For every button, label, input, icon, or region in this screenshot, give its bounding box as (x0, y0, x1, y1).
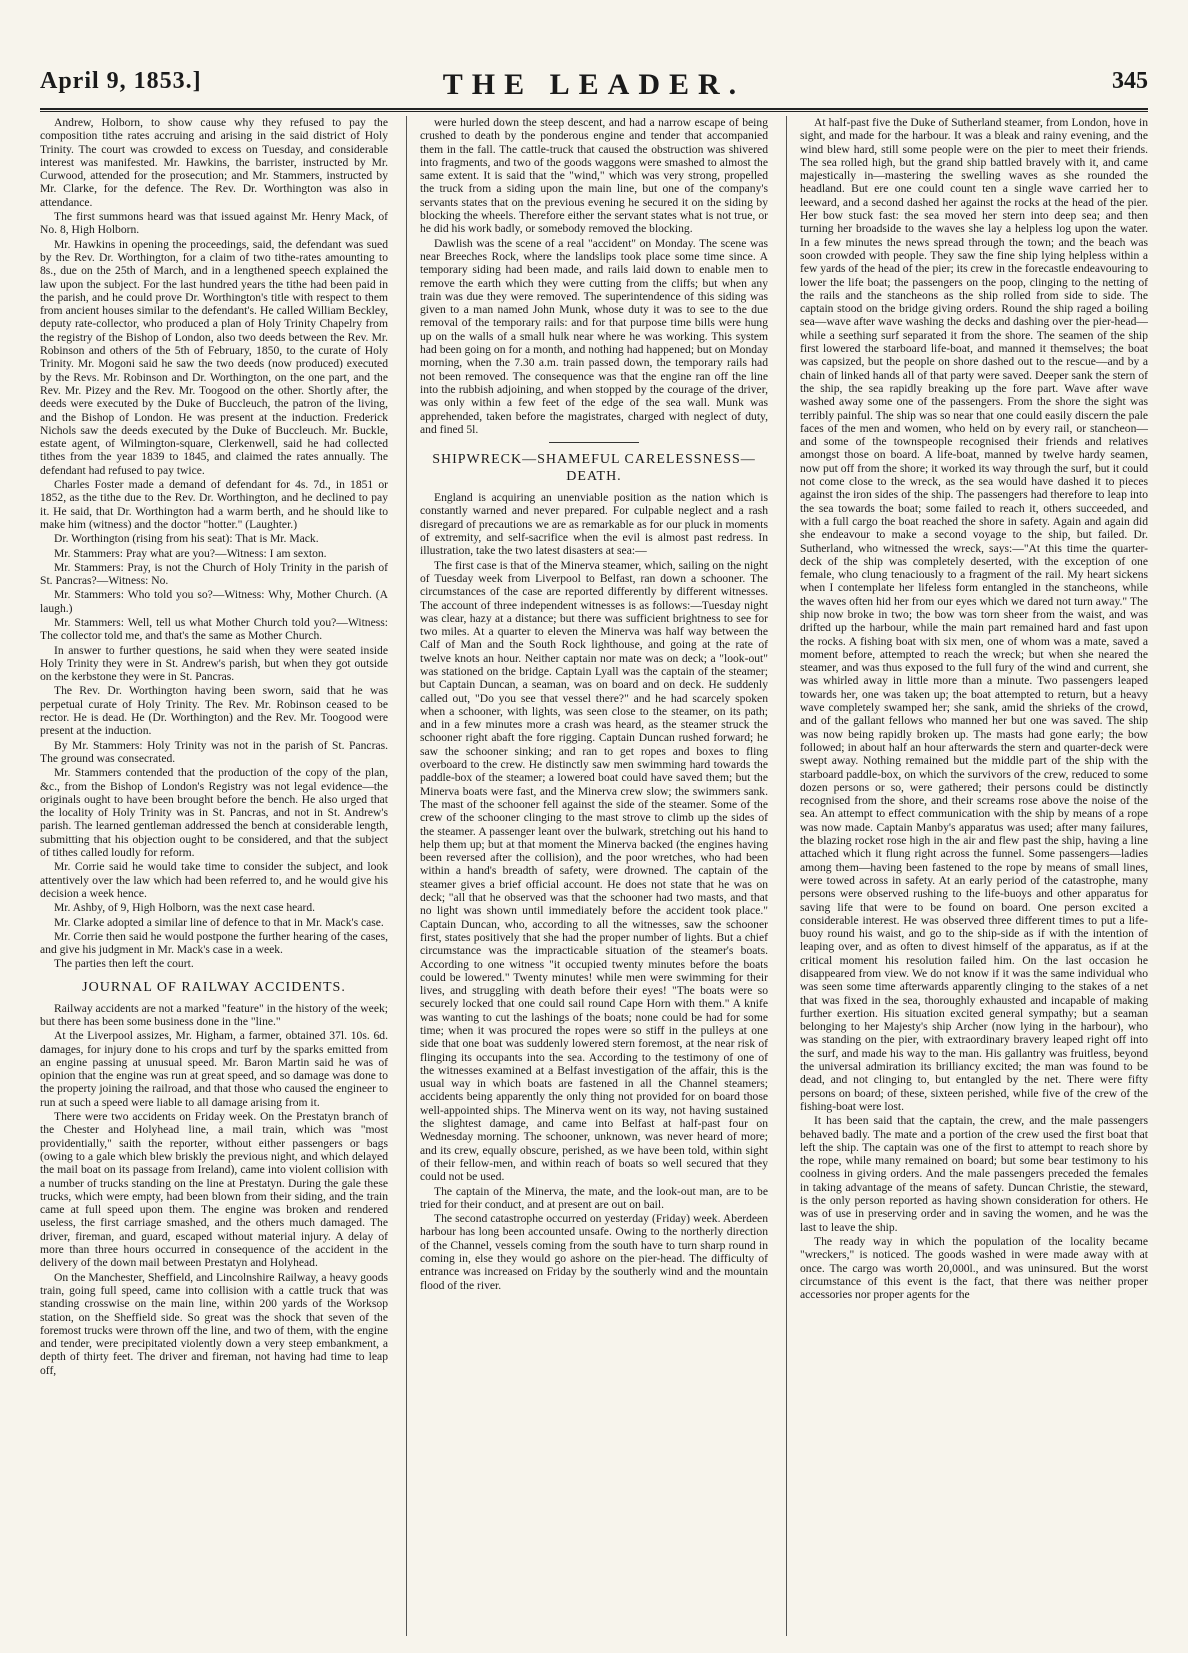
paragraph: The first case is that of the Minerva steamer, which, sailing on the night of Tuesday week from Liverpool to Belfast, ran down a schooner. The circumstances of the case are reported differently by different witnesses. The account of three independent witnesses is as follows:—Tuesday night was clear, hazy at a distance; but there was sufficient brightness to see for two miles. At a quarter to eleven the Minerva was half way between the Calf of Man and the South Rock lighthouse, and going at the rate of twelve knots an hour. Neither captain nor mate was on deck; a "look-out" was stationed on the bridge. Captain Lyall was the captain of the steamer; but Captain Duncan, a seaman, was on board and on deck. He suddenly called out, "Do you see that vessel there?" and he had scarcely spoken when a schooner, with lights, was seen close to the steamer, on its path; and in a few minutes more a crash was heard, as the steamer struck the schooner right abaft the fore rigging. Captain Duncan rushed forward; he saw the schooner sinking; and ran to get ropes and boxes to fling overboard to the crew. He distinctly saw men swimming hard towards the paddle-box of the steamer; a lowered boat could have saved them; but the Minerva boats were fast, and the Minerva crew slow; the swimmers sank. The mast of the schooner fell against the side of the steamer. Some of the crew of the schooner clinging to the mast strove to climb up the sides of the steamer. A passenger leant over the bulwark, stretching out his hand to help them up; but at that moment the Minerva backed (the engines having been reversed after the collision), and the poor wretches, who had been within a hand's breadth of safety, were drowned. The captain of the steamer gives a brief official account. He does not state that he was on deck; "all that he observed was that the schooner had two masts, and that no light was shown until immediately before the accident took place." Captain Duncan, who, according to all the witnesses, saw the schooner first, states positively that she had the proper number of lights. But a chief circumstance was the impracticable situation of the steamer's boats. According to one witness "it occupied twenty minutes before the boats could be lowered." Twenty minutes! while men were swimming for their lives, and struggling with death before their eyes! "The boats were so securely locked that one could sail round Cape Horn with them." A knife was wanting to cut the lashings of the boats; none could be had for some time; when it was procured the ropes were so stiff in the pulleys at one side that one boat was suddenly lowered stern foremost, at the near risk of flinging its occupants into the sea. According to the testimony of one of the witnesses examined at a Belfast investigation of the affair, this is the usual way in which boats are fastened in all the Channel steamers; accidents being apparently the only thing not provided for on board those well-appointed ships. The Minerva went on its way, not having sustained the slightest damage, and came into Belfast at half-past four on Wednesday morning. The schooner, unknown, was never heard of more; and its crew, equally obscure, perished, as we have been told, within sight of their fellow-men, and within reach of boats so well secured that they could not be used. (420, 558, 768, 1184)
paragraph: Mr. Stammers: Pray, is not the Church of Holy Trinity in the parish of St. Pancras?—Witness: No. (40, 560, 388, 588)
paragraph: Mr. Clarke adopted a similar line of defence to that in Mr. Mack's case. (54, 915, 384, 929)
header-rule (40, 108, 1148, 110)
paragraph: The Rev. Dr. Worthington having been sworn, said that he was perpetual curate of Holy Trinity. The Rev. Mr. Robinson ceased to be rector. He is dead. He (Dr. Worthington) and the Rev. Mr. Toogood were present at the induction. (40, 684, 388, 738)
paragraph: The first summons heard was that issued against Mr. Henry Mack, of No. 8, High Holborn. (40, 210, 388, 237)
paragraph: In answer to further questions, he said when they were seated inside Holy Trinity they were in St. Andrew's parish, but when they got outside on the kerbstone they were in St. Pancras. (40, 643, 388, 684)
paragraph: There were two accidents on Friday week. On the Prestatyn branch of the Chester and Holyhead line, a mail train, which was "most providentially," saith the reporter, without either passengers or bags (owing to a gale which blew briskly the previous night, and which delayed the mail boat on its passage from Ireland), came into violent collision with a number of trucks standing on the line at Prestatyn. During the gale these trucks, which were empty, had been blown from their siding, and the train came at full speed upon them. The engine was broken and rendered useless, the first carriage smashed, and the others much damaged. The driver, fireman, and guard, escaped without material injury. A delay of more than three hours occurred in consequence of the accident in the delivery of the down mail between Prestatyn and Holyhead. (40, 1110, 388, 1270)
paragraph: Charles Foster made a demand of defendant for 4s. 7d., in 1851 or 1852, as the tithe due to the Rev. Dr. Worthington, and he declined to pay it. He said, that Dr. Worthington had a warm berth, and he should like to make him (witness) and the doctor "hotter." (Laughter.) (40, 478, 388, 531)
paragraph: It has been said that the captain, the crew, and the male passengers behaved badly. The mate and a portion of the crew used the first boat that left the ship. The captain was one of the first to attempt to reach shore by the rope, while many remained on board; but some bear testimony to his coolness in giving orders. And the male passengers preceded the females in taking advantage of the means of safety. Duncan Christie, the steward, is the only person reported as having shown consideration for others. He was of use in preserving order and in saving the women, and he was the last to leave the ship. (800, 1114, 1148, 1234)
page-number: 345 (1112, 68, 1148, 94)
paragraph: Dr. Worthington (rising from his seat): That is Mr. Mack. (54, 532, 319, 546)
paragraph: The ready way in which the population of the locality became "wreckers," is noticed. The goods washed in were made away with at once. The cargo was worth 20,000l., and was uninsured. But the worst circumstance of this event is the fact, that there was neither proper accessories nor proper agents for the (800, 1234, 1148, 1302)
paragraph: England is acquiring an unenviable position as the nation which is constantly warned and never prepared. For culpable neglect and a rash disregard of precautions we are as remarkable as for our pluck in moments of extremity, and self-sacrifice when the evil is almost past redress. In illustration, take the two latest disasters at sea:— (420, 491, 768, 558)
column-divider (406, 116, 407, 1636)
paragraph: At the Liverpool assizes, Mr. Higham, a farmer, obtained 37l. 10s. 6d. damages, for injury done to his crops and turf by the sparks emitted from an engine passing at unusual speed. Mr. Baron Martin said he was of opinion that the engine was run at great speed, and so damage was done to the property joining the railroad, and that those who caused the engineer to run at such a speed were liable to all damage arising from it. (40, 1029, 388, 1109)
paragraph: The parties then left the court. (54, 957, 194, 971)
section-divider (549, 442, 639, 443)
paragraph: Mr. Hawkins in opening the proceedings, said, the defendant was sued by the Rev. Dr. Worthington, for a claim of two tithe-rates amounting to 8s., due on the 25th of March, and in a lengthened speech explained the law upon the subject. For the last hundred years the tithe had been paid in the parish, and he could prove Dr. Worthington's title with respect to them from ancient houses similar to the defendant's. He called William Beckley, deputy rate-collector, who produced a plan of Holy Trinity Chapelry from the registry of the Bishop of London, also two deeds between the Rev. Mr. Robinson and others of the 5th of February, 1850, to the curate of Holy Trinity. Mr. Mogoni said he saw the two deeds (now produced) executed by the Revs. Mr. Robinson and Dr. Worthington, on the one part, and the Rev. Mr. Pizey and the Rev. Mr. Toogood on the other. Shortly after, the deeds were executed by the Duke of Buccleuch, the patron of the living, and the Bishop of London. He was present at the induction. Frederick Nichols saw the deeds executed by the Duke of Buccleuch. Mr. Buckle, estate agent, of Wilmington-square, Clerkenwell, said he had collected tithes from the year 1839 to 1845, and claimed the rates annually. The defendant had refused to pay twice. (40, 237, 388, 477)
section-heading-shipwreck: SHIPWRECK—SHAMEFUL CARELESSNESS—DEATH. (432, 452, 756, 485)
paragraph: Andrew, Holborn, to show cause why they refused to pay the composition tithe rates accruing and arising in the said district of Holy Trinity. The court was crowded to excess on Tuesday, and considerable interest was manifested. Mr. Hawkins, the barrister, instructed by Mr. Curwood, attended for the prosecution; and Mr. Stammers, instructed by Mr. Clarke, for the defence. The Rev. Dr. Worthington was also in attendance. (40, 116, 388, 209)
masthead (40, 68, 1148, 102)
paragraph: Mr. Stammers contended that the production of the copy of the plan, &c., from the Bishop of London's Registry was not legal evidence—the originals ought to have been brought before the bench. He also urged that the locality of Holy Trinity was in St. Pancras, and not in St. Andrew's parish. The learned gentleman addressed the bench at considerable length, submitting that his objection ought to be considered, and that the subject of tithes called loudly for reform. (40, 766, 388, 860)
paragraph: By Mr. Stammers: Holy Trinity was not in the parish of St. Pancras. The ground was consecrated. (40, 738, 388, 765)
paragraph: Railway accidents are not a marked "feature" in the history of the week; but there has been some business done in the "line." (40, 1001, 388, 1028)
column-divider (786, 116, 787, 1636)
column-2 (420, 116, 768, 1636)
paragraph: Mr. Ashby, of 9, High Holborn, was the next case heard. (54, 901, 316, 915)
paragraph: Mr. Stammers: Well, tell us what Mother Church told you?—Witness: The collector told me, and that's the same as Mother Church. (40, 615, 388, 643)
section-heading-railway-accidents: JOURNAL OF RAILWAY ACCIDENTS. (82, 979, 346, 995)
header-rule-thin (40, 111, 1148, 112)
paragraph: The second catastrophe occurred on yesterday (Friday) week. Aberdeen harbour has long been accounted unsafe. Owing to the northerly direction of the Channel, vessels coming from the south have to turn sharp round in coming in, else they would go ashore on the pier-head. The difficulty of entrance was increased on Friday by the southerly wind and the mountain flood of the river. (420, 1212, 768, 1292)
paragraph: Mr. Corrie then said he would postpone the further hearing of the cases, and give his judgment in Mr. Mack's case in a week. (40, 929, 388, 957)
paragraph: On the Manchester, Sheffield, and Lincolnshire Railway, a heavy goods train, going full speed, came into collision with a cattle truck that was standing crosswise on the main line, within 200 yards of the Worksop station, on the Sheffield side. So great was the shock that seven of the foremost trucks were thrown off the line, and two of them, with the engine and tender, were precipitated violently down a very steep embankment, a depth of thirty feet. The driver and fireman, not having had time to leap off, (40, 1270, 388, 1377)
paragraph: Mr. Corrie said he would take time to consider the subject, and look attentively over the law which had been referred to, and he would give his decision a week hence. (40, 860, 388, 900)
paragraph: were hurled down the steep descent, and had a narrow escape of being crushed to death by the ponderous engine and tender that accompanied them in the fall. The cattle-truck that caused the obstruction was shivered into fragments, and two of the goods waggons were smashed to almost the same extent. It is said that the "wind," which was very strong, propelled the truck from a siding upon the main line, but one of the company's servants states that on the previous evening he secured it on the siding by blocking the wheels. Therefore either the servant states what is not true, or he did his work badly, or somebody removed the blocking. (420, 116, 768, 236)
column-1 (40, 116, 388, 1636)
newspaper-title: THE LEADER. (442, 68, 746, 101)
issue-date: April 9, 1853.] (40, 68, 202, 94)
paragraph: Dawlish was the scene of a real "accident" on Monday. The scene was near Breeches Rock, where the landslips took place some time since. A temporary siding had been made, and rails laid down to enable men to remove the earth which they were cutting from the cliffs; but when any train was due they were removed. The superintendence of this siding was given to a man named John Munk, whose duty it was to see to the due removal of the temporary rails: and for that purpose time bills were hung up on the walls of a small hulk near where he was working. This system had been going on for a month, and nothing had happened; but on Monday morning, when the 7.30 a.m. train passed down, the temporary rails had not been removed. The consequence was that the engine ran off the line into the rubbish adjoining, and when stopped by the courage of the driver, was only within a few feet of the edge of the sea wall. Munk was apprehended, taken before the magistrates, charged with neglect of duty, and fined 5l. (420, 236, 768, 436)
paragraph: Mr. Stammers: Pray what are you?—Witness: I am sexton. (54, 546, 327, 560)
paragraph: The captain of the Minerva, the mate, and the look-out man, are to be tried for their conduct, and at present are out on bail. (420, 1184, 768, 1211)
paragraph: At half-past five the Duke of Sutherland steamer, from London, hove in sight, and made for the harbour. It was a bleak and rainy evening, and the wind blew hard, still some people were on the pier to meet their friends. The sea rolled high, but the grand ship battled bravely with it, and came majestically in—mastering the swelling waves as she rounded the headland. But ere one could count ten a single wave carried her to leeward, and a second dashed her against the rocks at the head of the pier. Her bow stuck fast: the sea moved her stern into deep sea; and then turning her broadside to the waves she lay a helpless log upon the water. In a few minutes the news spread through the town; and the beach was soon crowded with people. They saw the fine ship lying helpless within a few yards of the head of the pier; its crew in the forecastle endeavouring to lower the life boat; the passengers on the poop, clinging to the netting of the rails and the stancheons as the ship rolled from side to side. The captain stood on the bridge giving orders. Round the ship raged a boiling sea—wave after wave washing the decks and dashing over the pier-head—while a seething surf separated it from the shore. The seamen of the ship first lowered the starboard life-boat, and manned it themselves; the boat was capsized, but the people on shore dashed out to the rescue—and by a chain of linked hands all of that party were saved. Deeper sank the stern of the ship, the sea rapidly breaking up the fore part. Wave after wave washed away some one of the passengers. From the shore the sight was terribly painful. The ship was so near that one could easily discern the pale faces of the men and women, who held on by every rail, or stancheon—and some of the townspeople recognised their friends and relatives amongst those on board. A life-boat, manned by twelve hardy seamen, now put off from the shore; it worked its way through the surf, but it could not come close to the wreck, as the sea would have dashed it to pieces against the iron sides of the ship. The passengers had therefore to leap into the sea towards the boat; some failed to reach it, others succeeded, and with a full cargo the boat reached the shore in safety. Again and again did she endeavour to make a second voyage to the ship, but failed. Dr. Sutherland, who witnessed the wreck, says:—"At this time the quarter-deck of the ship was completely deserted, with the exception of one female, who clung tenaciously to a fragment of the rail. My heart sickens when I contemplate her lifeless form entangled in the stancheons, while the waves often hid her from our eyes which we dared not turn away." The ship now broke in two; the bow was torn sheer from the waist, and was drifted up the harbour, while the main part remained hard and fast upon the rocks. A fishing boat with six men, one of whom was a mate, saved a moment before, attempted to reach the wreck; but when she neared the steamer, and was thus exposed to the full fury of the wind and current, she was whirled away in little more than a minute. Two passengers leaped towards her, one was taken up; the boat attempted to return, but a heavy wave completely swamped her; she sank, amid the shrieks of the crowd, and of the gallant fellows who manned her but one was saved. The ship was now being rapidly broken up. The masts had gone early; the bow followed; in about half an hour afterwards the stern and quarter-deck were swept away. Nothing remained but the middle part of the ship with the starboard paddle-box, on which the survivors of the crew, reduced to some dozen persons or so, were gathered; their persons could be distinctly recognised from the shore, and their screams rose above the noise of the sea. An attempt to effect communication with the ship by means of a rope was now made. Captain Manby's apparatus was used; after many failures, the blazing rocket rose high in the air and flew past the ship, having a line attached which it flung right across the funnel. Some passengers—ladies among them—having been fastened to the rope by means of small lines, were towed across in safety. At an early period of the catastrophe, many persons were observed rushing to the life-buoys and other apparatus for saving life that were to be found on board. One person excited a considerable interest. He was observed three different times to put a life-buoy round his waist, and go to the ship-side as if with the intention of leaping over, and as often to divest himself of the apparatus, as if at the critical moment his resolution failed him. On the last occasion he disappeared from view. We do not know if it was the same individual who was seen some time afterwards apparently clinging to the stakes of a net that was fixed in the sea, thoroughly exhausted and incapable of making further exertion. His situation excited general sympathy; but a seaman belonging to her Majesty's ship Archer (now lying in the harbour), who was standing on the pier, with extraordinary bravery leaped right off into the surf, and made his way to the man. His gallantry was fruitless, beyond the universal admiration its brilliancy excited; the man was found to be dead, and not clinging to, but entangled by the net. There were fifty persons on board; of these, sixteen perished, while five of the crew of the fishing-boat were lost. (800, 116, 1148, 1113)
paragraph: Mr. Stammers: Who told you so?—Witness: Why, Mother Church. (A laugh.) (40, 588, 388, 615)
column-3 (800, 116, 1148, 1636)
